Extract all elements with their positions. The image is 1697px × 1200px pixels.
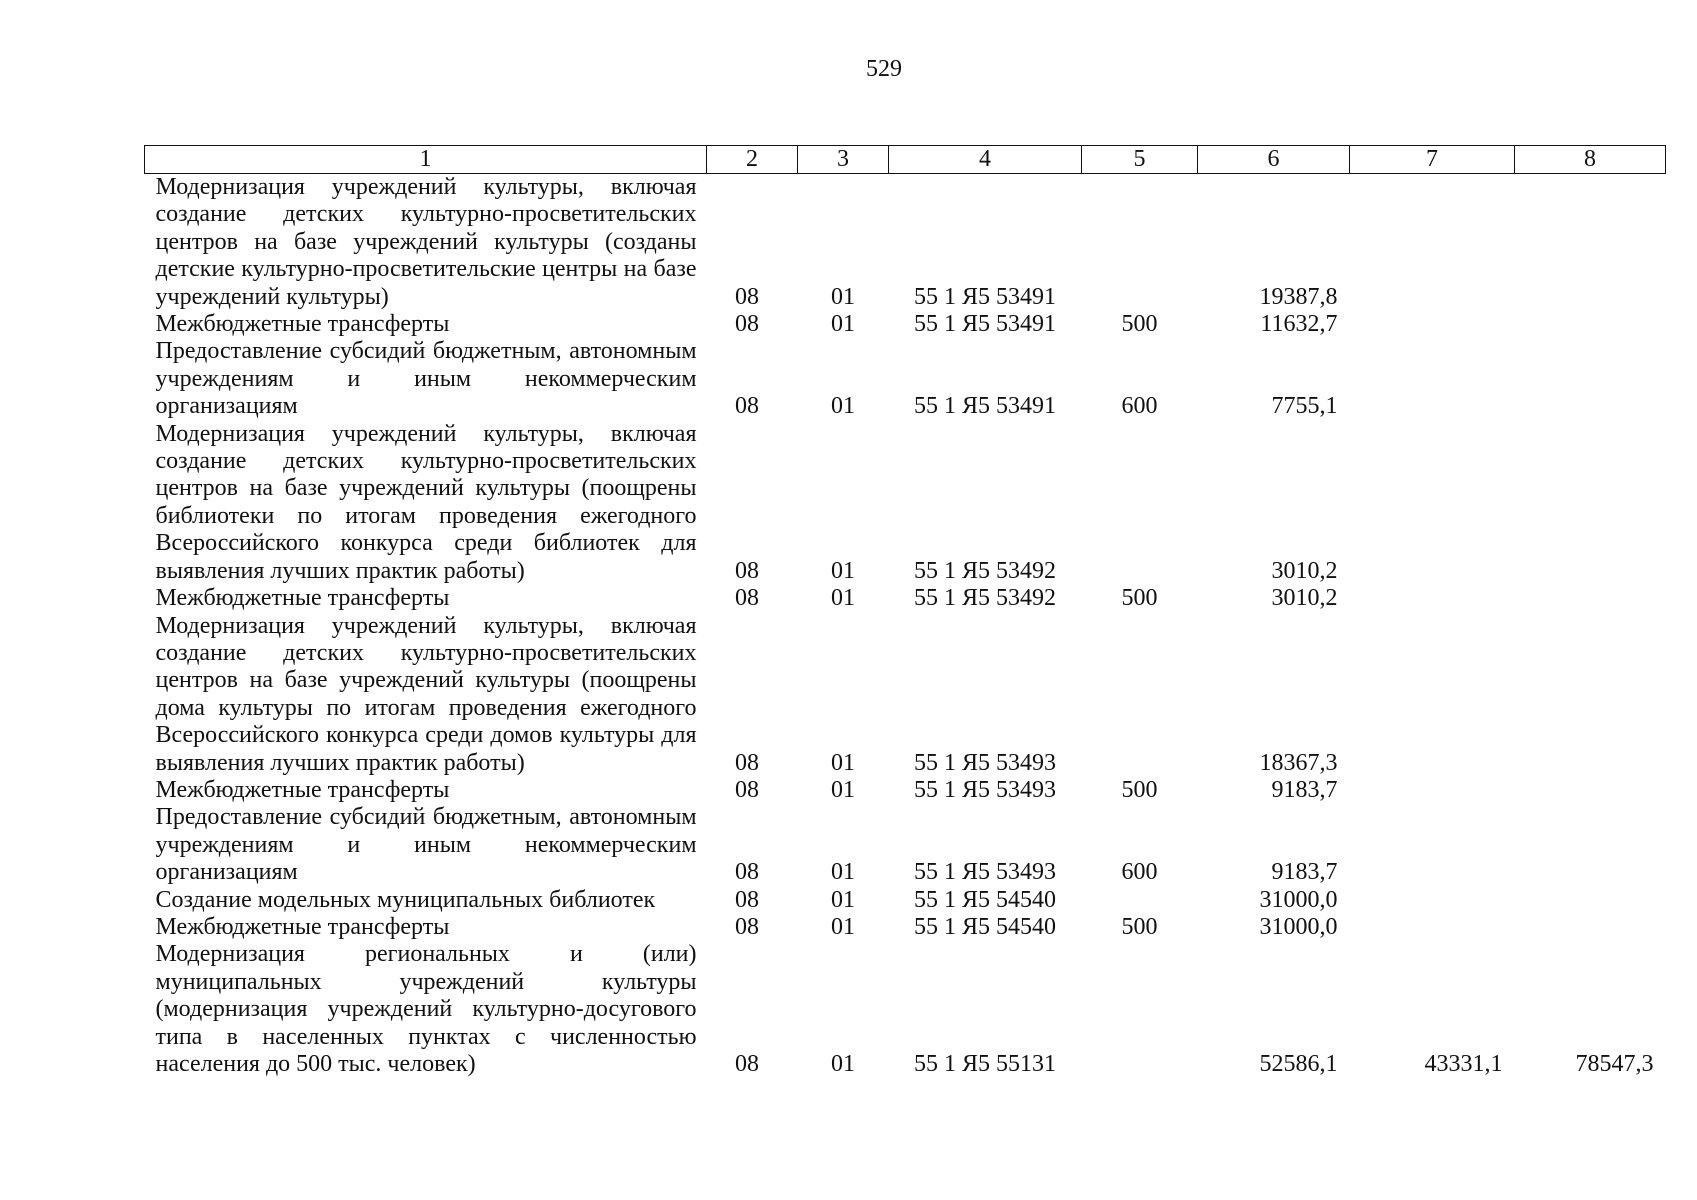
row-subsection: 01 xyxy=(831,557,855,584)
row-amount-col8 xyxy=(1515,804,1666,886)
row-subsection: 01 xyxy=(831,283,855,310)
row-target-code: 55 1 Я5 53491 xyxy=(913,311,1056,338)
row-section: 08 xyxy=(735,886,759,913)
table-row xyxy=(145,174,1666,312)
row-section: 08 xyxy=(735,1051,759,1077)
row-subsection: 01 xyxy=(831,886,855,913)
row-amount-col8 xyxy=(1515,174,1666,312)
row-expense-type xyxy=(1082,421,1198,585)
row-amount-col6: 9183,7 xyxy=(1271,776,1338,803)
row-expense-type xyxy=(1082,941,1198,1078)
row-target-code: 55 1 Я5 53492 xyxy=(913,557,1056,584)
row-section: 08 xyxy=(735,913,759,940)
row-amount-col7 xyxy=(1350,887,1515,914)
row-amount-col8 xyxy=(1515,887,1666,914)
row-name: Межбюджетные трансферты xyxy=(155,585,450,612)
table-row xyxy=(145,777,1666,804)
row-amount-col7 xyxy=(1350,585,1515,612)
row-section: 08 xyxy=(735,749,759,776)
row-amount-col8 xyxy=(1515,338,1666,420)
row-amount-col7: 43331,1 xyxy=(1424,1051,1503,1077)
header-row xyxy=(145,146,1666,174)
row-target-code: 55 1 Я5 55131 xyxy=(913,1051,1056,1077)
row-amount-col8 xyxy=(1515,421,1666,585)
header-col-8: 8 xyxy=(1515,146,1666,174)
row-amount-col6: 18367,3 xyxy=(1259,749,1338,776)
row-section: 08 xyxy=(735,585,759,612)
row-amount-col8 xyxy=(1515,585,1666,612)
row-name: Предоставление субсидий бюджетным, автономным учреждениям и иным некоммерческим организациям xyxy=(155,338,697,420)
row-amount-col7 xyxy=(1350,613,1515,777)
row-subsection: 01 xyxy=(831,311,855,338)
row-name: Предоставление субсидий бюджетным, автономным учреждениям и иным некоммерческим организациям xyxy=(155,804,697,886)
row-amount-col7 xyxy=(1350,311,1515,338)
row-amount-col7 xyxy=(1350,804,1515,886)
row-name: Модернизация учреждений культуры, включая создание детских культурно-просветительских центров на базе учреждений культуры (поощрены библиотеки по итогам проведения ежегодного Всероссийского конкурса среди библиотек для выявления лучших практик работы) xyxy=(155,420,697,584)
header-col-3: 3 xyxy=(798,146,889,174)
row-amount-col6: 19387,8 xyxy=(1259,283,1338,310)
row-expense-type: 500 xyxy=(1121,913,1158,940)
row-expense-type xyxy=(1082,174,1198,312)
table-row xyxy=(145,804,1666,886)
header-col-6: 6 xyxy=(1198,146,1350,174)
row-amount-col6: 31000,0 xyxy=(1259,886,1338,913)
row-expense-type xyxy=(1082,887,1198,914)
row-target-code: 55 1 Я5 54540 xyxy=(913,886,1056,913)
table-row xyxy=(145,613,1666,777)
row-target-code: 55 1 Я5 53491 xyxy=(913,393,1056,420)
row-section: 08 xyxy=(735,776,759,803)
row-amount-col8 xyxy=(1515,613,1666,777)
row-name: Межбюджетные трансферты xyxy=(155,776,450,803)
row-target-code: 55 1 Я5 53493 xyxy=(913,749,1056,776)
row-amount-col6: 9183,7 xyxy=(1271,859,1338,886)
header-col-5: 5 xyxy=(1082,146,1198,174)
table-row xyxy=(145,338,1666,420)
row-section: 08 xyxy=(735,311,759,338)
row-name: Создание модельных муниципальных библиотек xyxy=(155,886,656,913)
row-name: Межбюджетные трансферты xyxy=(155,311,450,338)
row-subsection: 01 xyxy=(831,776,855,803)
table-row xyxy=(145,585,1666,612)
row-subsection: 01 xyxy=(831,749,855,776)
row-amount-col8 xyxy=(1515,914,1666,941)
row-amount-col7 xyxy=(1350,174,1515,312)
row-section: 08 xyxy=(735,859,759,886)
row-amount-col6: 3010,2 xyxy=(1271,585,1338,612)
row-name: Модернизация учреждений культуры, включая создание детских культурно-просветительских центров на базе учреждений культуры (поощрены дома культуры по итогам проведения ежегодного Всероссийского конкурса среди домов культуры для выявления лучших практик работы) xyxy=(155,612,697,776)
row-section: 08 xyxy=(735,557,759,584)
row-amount-col6: 7755,1 xyxy=(1271,393,1338,420)
row-expense-type: 500 xyxy=(1121,585,1158,612)
row-expense-type: 500 xyxy=(1121,311,1158,338)
page-number: 529 xyxy=(866,56,902,82)
row-target-code: 55 1 Я5 53492 xyxy=(913,585,1056,612)
table-row xyxy=(145,421,1666,585)
row-amount-col6: 52586,1 xyxy=(1259,1051,1338,1077)
table-row xyxy=(145,941,1666,1078)
row-amount-col6: 31000,0 xyxy=(1259,913,1338,940)
row-subsection: 01 xyxy=(831,585,855,612)
row-name: Модернизация региональных и (или) муниципальных учреждений культуры (модернизация учреждений культурно-досугового типа в населенных пунктах с численностью населения до 500 тыс. человек) xyxy=(155,941,697,1077)
row-section: 08 xyxy=(735,393,759,420)
header-col-7: 7 xyxy=(1350,146,1515,174)
table-row xyxy=(145,914,1666,941)
row-target-code: 55 1 Я5 54540 xyxy=(913,913,1056,940)
row-target-code: 55 1 Я5 53491 xyxy=(913,283,1056,310)
row-subsection: 01 xyxy=(831,913,855,940)
row-expense-type: 600 xyxy=(1121,859,1158,886)
row-name: Межбюджетные трансферты xyxy=(155,913,450,940)
row-amount-col6: 3010,2 xyxy=(1271,557,1338,584)
row-amount-col8 xyxy=(1515,311,1666,338)
table-row xyxy=(145,311,1666,338)
row-subsection: 01 xyxy=(831,393,855,420)
row-target-code: 55 1 Я5 53493 xyxy=(913,776,1056,803)
header-col-1: 1 xyxy=(145,146,707,174)
row-section: 08 xyxy=(735,283,759,310)
row-subsection: 01 xyxy=(831,1051,855,1077)
row-amount-col6: 11632,7 xyxy=(1260,311,1338,338)
row-amount-col7 xyxy=(1350,421,1515,585)
row-target-code: 55 1 Я5 53493 xyxy=(913,859,1056,886)
row-amount-col8 xyxy=(1515,777,1666,804)
row-amount-col7 xyxy=(1350,338,1515,420)
row-amount-col8: 78547,3 xyxy=(1575,1051,1654,1077)
row-amount-col7 xyxy=(1350,914,1515,941)
header-col-4: 4 xyxy=(889,146,1082,174)
row-amount-col7 xyxy=(1350,777,1515,804)
row-expense-type: 600 xyxy=(1121,393,1158,420)
row-subsection: 01 xyxy=(831,859,855,886)
row-expense-type: 500 xyxy=(1121,776,1158,803)
row-name: Модернизация учреждений культуры, включая создание детских культурно-просветительских центров на базе учреждений культуры (созданы детские культурно-просветительские центры на базе учреждений культуры) xyxy=(155,174,697,310)
table-body xyxy=(145,174,1666,1079)
budget-table xyxy=(144,145,1666,1078)
table-header xyxy=(145,146,1666,174)
header-col-2: 2 xyxy=(707,146,798,174)
row-expense-type xyxy=(1082,613,1198,777)
table-row xyxy=(145,887,1666,914)
